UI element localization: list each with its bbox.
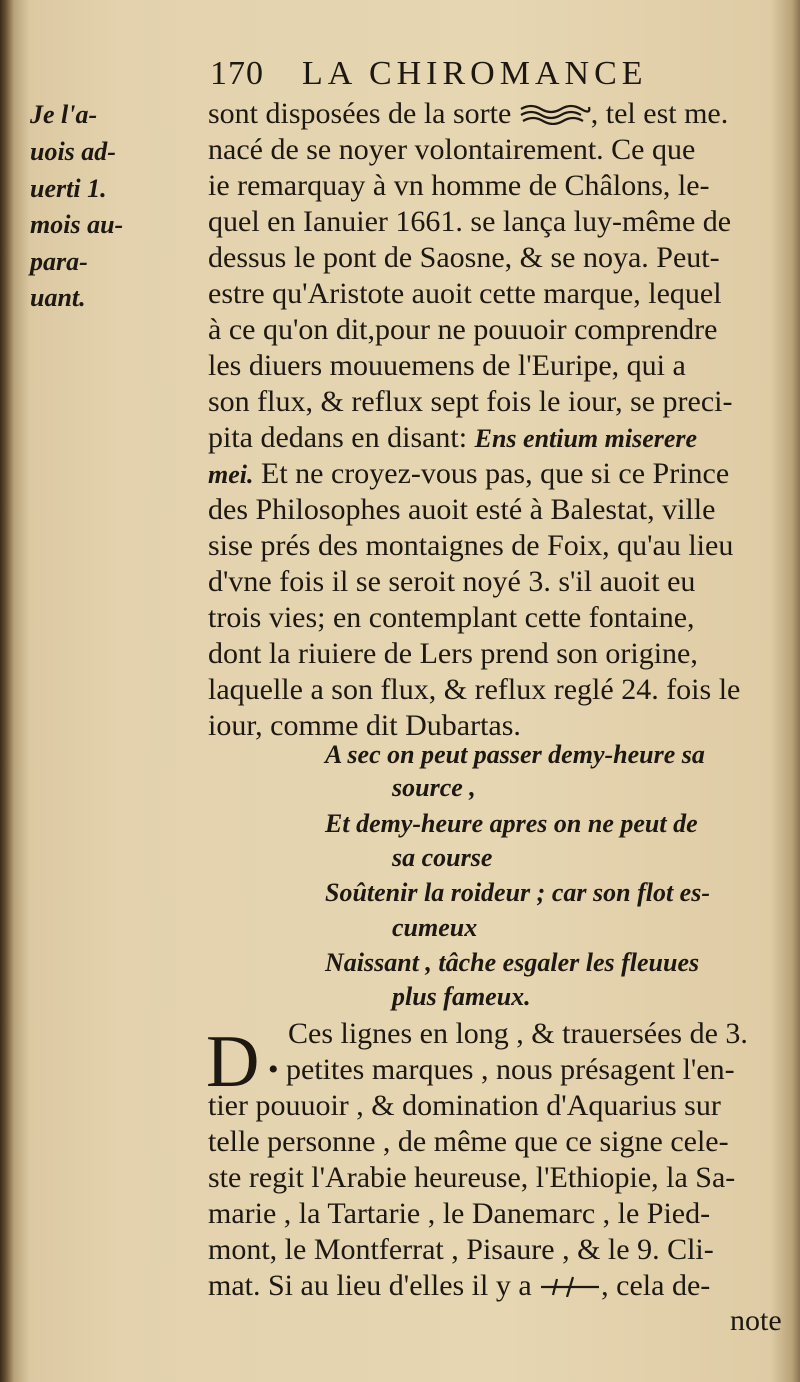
verse-line: cumeux (392, 913, 478, 942)
text-line: trois vies; en contemplant cette fontaine, (208, 601, 695, 634)
text-line: Ces lignes en long , & trauersées de 3. (288, 1017, 748, 1050)
text-line (208, 1269, 710, 1305)
verse-line: Naissant , tâche esgaler les fleuues (325, 948, 700, 977)
text-line: tier pouuoir , & domination d'Aquarius sur (208, 1089, 721, 1122)
palm-lines-figure-icon (519, 99, 591, 133)
text-run: Et ne croyez-vous pas, que si ce Prince (261, 457, 730, 490)
margin-note-line: mois au- (30, 210, 124, 239)
text-line: telle personne , de même que ce signe cele- (208, 1125, 729, 1158)
text-line: à ce qu'on dit,pour ne pouuoir comprendre (208, 313, 718, 346)
page-number: 170 (210, 55, 264, 92)
text-line: son flux, & reflux sept fois le iour, se preci- (208, 385, 733, 418)
text-run: pita dedans en disant: (208, 421, 468, 454)
verse-line: Et demy-heure apres on ne peut de (325, 809, 698, 838)
drop-cap: D (206, 1021, 260, 1103)
text-line: marie , la Tartarie , le Danemarc , le Pied- (208, 1197, 711, 1230)
verse-line: plus fameux. (392, 982, 531, 1011)
text-line (208, 421, 697, 455)
margin-note-line: Je l'a- (30, 100, 98, 129)
text-line: dont la riuiere de Lers prend son origine, (208, 637, 698, 670)
text-line: quel en Ianuier 1661. se lança luy-même de (208, 205, 732, 238)
text-line: estre qu'Aristote auoit cette marque, lequel (208, 277, 722, 310)
text-line: dessus le pont de Saosne, & se noya. Peut- (208, 241, 720, 274)
text-line: des Philosophes auoit esté à Balestat, ville (208, 493, 716, 526)
margin-note-line: para- (30, 247, 88, 276)
text-line: iour, comme dit Dubartas. (208, 709, 521, 742)
verse-line: source , (392, 773, 476, 802)
text-run: mat. Si au lieu d'elles il y a (208, 1269, 532, 1302)
text-line: les diuers mouuemens de l'Euripe, qui a (208, 349, 686, 382)
margin-note-line: uois ad- (30, 137, 116, 166)
catchword: note (730, 1304, 782, 1337)
verse-line: A sec on peut passer demy-heure sa (325, 740, 705, 769)
text-run: , tel est me. (590, 97, 729, 130)
latin-quote: mei. (208, 460, 254, 489)
text-line: mont, le Montferrat , Pisaure , & le 9. Cli- (208, 1233, 714, 1266)
text-run: , cela de- (601, 1269, 711, 1302)
margin-note-line: uant. (30, 283, 86, 312)
text-line (208, 97, 728, 133)
latin-quote: Ens entium miserere (474, 424, 698, 453)
text-line: • petites marques , nous présagent l'en- (268, 1053, 735, 1086)
running-title: LA CHIROMANCE (302, 55, 648, 92)
text-line: ste regit l'Arabie heureuse, l'Ethiopie, la Sa- (208, 1161, 736, 1194)
text-line: sise prés des montaignes de Foix, qu'au lieu (208, 529, 734, 562)
margin-note-line: uerti 1. (30, 174, 107, 203)
verse-line: sa course (392, 843, 493, 872)
text-line: ie remarquay à vn homme de Châlons, le- (208, 169, 710, 202)
crossed-line-figure-icon (539, 1271, 601, 1305)
text-line (208, 457, 729, 491)
text-run: sont disposées de la sorte (208, 97, 512, 130)
text-line: laquelle a son flux, & reflux reglé 24. fois le (208, 673, 741, 706)
text-line: d'vne fois il se seroit noyé 3. s'il auoit eu (208, 565, 696, 598)
running-header (210, 55, 690, 101)
verse-line: Soûtenir la roideur ; car son flot es- (325, 878, 710, 907)
text-line: nacé de se noyer volontairement. Ce que (208, 133, 696, 166)
